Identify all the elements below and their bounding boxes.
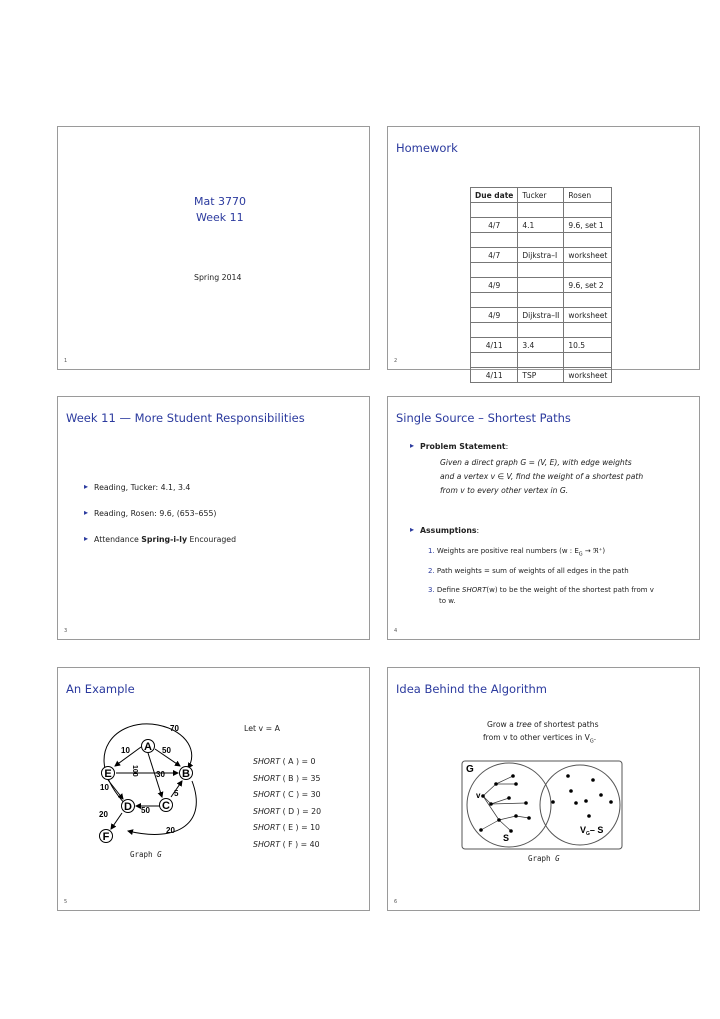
problem-label: Problem Statement: bbox=[420, 442, 509, 451]
weight-label: 20 bbox=[99, 810, 108, 819]
bullet-text: Attendance Spring-i-ly Encouraged bbox=[94, 535, 237, 544]
svg-text:E: E bbox=[104, 768, 112, 780]
assumption-item: 1. Weights are positive real numbers (w : $E_G$ → ℜ⁺) bbox=[428, 547, 606, 558]
table-header-row bbox=[471, 188, 612, 203]
svg-text:G: G bbox=[466, 764, 474, 775]
weight-label: 10 bbox=[100, 783, 109, 792]
idea-line-2: from v to other vertices in $V_G$. bbox=[483, 733, 597, 745]
cell-due: 4/7 bbox=[471, 218, 518, 233]
header-rosen: Rosen bbox=[564, 188, 612, 203]
cell-due: 4/11 bbox=[471, 338, 518, 353]
svg-text:VG– S: $V_G-$ S bbox=[580, 825, 604, 837]
page-number: 3 bbox=[64, 628, 68, 634]
assumption-item: 3. Define SHORT(w) to be the weight of the shortest path from v bbox=[428, 586, 654, 594]
page-number: 6 bbox=[394, 899, 398, 905]
short-result: SHORT ( E ) = 10 bbox=[253, 823, 321, 832]
weight-label: 30 bbox=[156, 770, 165, 779]
short-result: SHORT ( F ) = 40 bbox=[253, 839, 320, 849]
slide-1-title-line1: Mat 3770 bbox=[194, 195, 247, 208]
assumptions-label: Assumptions: bbox=[420, 526, 480, 535]
vertex-b bbox=[180, 767, 193, 781]
svg-text:C: C bbox=[162, 800, 170, 812]
cell-rosen: worksheet bbox=[564, 248, 612, 263]
table-row bbox=[471, 278, 612, 293]
graph-caption: Graph G bbox=[528, 854, 560, 863]
page-number: 2 bbox=[394, 358, 398, 364]
short-list bbox=[253, 754, 321, 853]
weight-label: 5 bbox=[174, 789, 179, 798]
short-result: SHORT ( A ) = 0 bbox=[253, 757, 316, 766]
bullet-icon: ▸ bbox=[410, 525, 415, 534]
table-row bbox=[471, 308, 612, 323]
slide-1-title-line2: Week 11 bbox=[196, 211, 244, 224]
header-tucker: Tucker bbox=[518, 188, 564, 203]
svg-text:F: F bbox=[102, 831, 110, 843]
vertex-e bbox=[102, 767, 115, 781]
svg-text:A: A bbox=[144, 741, 152, 753]
table-row bbox=[471, 218, 612, 233]
svg-text:B: B bbox=[182, 768, 190, 780]
svg-text:D: D bbox=[124, 801, 132, 813]
weight-label: 10 bbox=[121, 746, 130, 755]
weight-label: 20 bbox=[166, 826, 175, 835]
page-number: 1 bbox=[64, 358, 68, 364]
cell-tucker: Dijkstra–II bbox=[518, 308, 564, 323]
slide-6 bbox=[387, 667, 700, 911]
bullet-icon: ▸ bbox=[84, 482, 89, 491]
weight-label: 70 bbox=[170, 724, 179, 733]
cell-rosen: 9.6, set 1 bbox=[564, 218, 612, 233]
slide-3-title: Week 11 — More Student Responsibilities bbox=[66, 411, 305, 425]
bullet-icon: ▸ bbox=[410, 441, 415, 450]
table-row bbox=[471, 248, 612, 263]
cell-tucker: 3.4 bbox=[518, 338, 564, 353]
weight-label: 50 bbox=[141, 806, 150, 815]
edge-d-f bbox=[111, 813, 122, 829]
slide-6-title: Idea Behind the Algorithm bbox=[396, 682, 548, 696]
page-number: 5 bbox=[64, 899, 68, 905]
slide-4-title: Single Source – Shortest Paths bbox=[396, 411, 571, 425]
cell-rosen: worksheet bbox=[564, 308, 612, 323]
slide-5-title: An Example bbox=[66, 682, 135, 696]
problem-line: from v to every other vertex in G. bbox=[440, 486, 569, 495]
tree-diagram bbox=[461, 758, 625, 852]
cell-rosen: worksheet bbox=[564, 368, 612, 383]
bullet-text: Reading, Rosen: 9.6, (653–655) bbox=[94, 509, 217, 518]
example-graph bbox=[78, 713, 238, 873]
slide-2-title: Homework bbox=[396, 141, 458, 155]
vertex-d bbox=[122, 800, 135, 814]
bullet-icon: ▸ bbox=[84, 534, 89, 543]
slide-1 bbox=[57, 126, 370, 370]
slide-3 bbox=[57, 396, 370, 640]
svg-text:v: v bbox=[476, 791, 481, 800]
page-number: 4 bbox=[394, 628, 398, 634]
assumption-item: 2. Path weights = sum of weights of all edges in the path bbox=[428, 567, 629, 575]
homework-table bbox=[470, 187, 612, 383]
cell-due: 4/9 bbox=[471, 308, 518, 323]
weight-label: 100 bbox=[131, 765, 138, 777]
vertex-c bbox=[160, 799, 173, 813]
cell-due: 4/9 bbox=[471, 278, 518, 293]
cell-rosen: 10.5 bbox=[564, 338, 612, 353]
short-result: SHORT ( C ) = 30 bbox=[253, 790, 321, 799]
weight-label: 50 bbox=[162, 746, 171, 755]
cell-tucker: TSP bbox=[518, 368, 564, 383]
table-row bbox=[471, 368, 612, 383]
vertex-f bbox=[100, 830, 113, 844]
cell-due: 4/7 bbox=[471, 248, 518, 263]
graph-caption: Graph G bbox=[130, 850, 162, 859]
cell-tucker bbox=[518, 278, 564, 293]
short-result: SHORT ( D ) = 20 bbox=[253, 806, 322, 816]
problem-line: and a vertex v ∈ V, find the weight of a shortest path bbox=[440, 472, 644, 481]
slide-4 bbox=[387, 396, 700, 640]
assumption-item-continued: to w. bbox=[439, 597, 456, 605]
idea-line-1: Grow a tree of shortest paths bbox=[487, 720, 599, 729]
cell-due: 4/11 bbox=[471, 368, 518, 383]
vertex-a bbox=[142, 740, 155, 754]
short-result: SHORT ( B ) = 35 bbox=[253, 773, 321, 783]
svg-text:S: S bbox=[503, 833, 510, 843]
header-due-date: Due date bbox=[471, 188, 518, 203]
cell-rosen: 9.6, set 2 bbox=[564, 278, 612, 293]
bullet-text: Reading, Tucker: 4.1, 3.4 bbox=[94, 483, 191, 492]
slide-1-date: Spring 2014 bbox=[194, 273, 242, 282]
cell-tucker: Dijkstra–I bbox=[518, 248, 564, 263]
bullet-icon: ▸ bbox=[84, 508, 89, 517]
edge-e-d bbox=[108, 780, 123, 799]
problem-line: Given a direct graph G = (V, E), with edge weights bbox=[440, 458, 632, 467]
slide-2 bbox=[387, 126, 700, 380]
slide-5 bbox=[57, 667, 370, 911]
let-statement: Let v = A bbox=[244, 724, 280, 733]
cell-tucker: 4.1 bbox=[518, 218, 564, 233]
table-row bbox=[471, 338, 612, 353]
